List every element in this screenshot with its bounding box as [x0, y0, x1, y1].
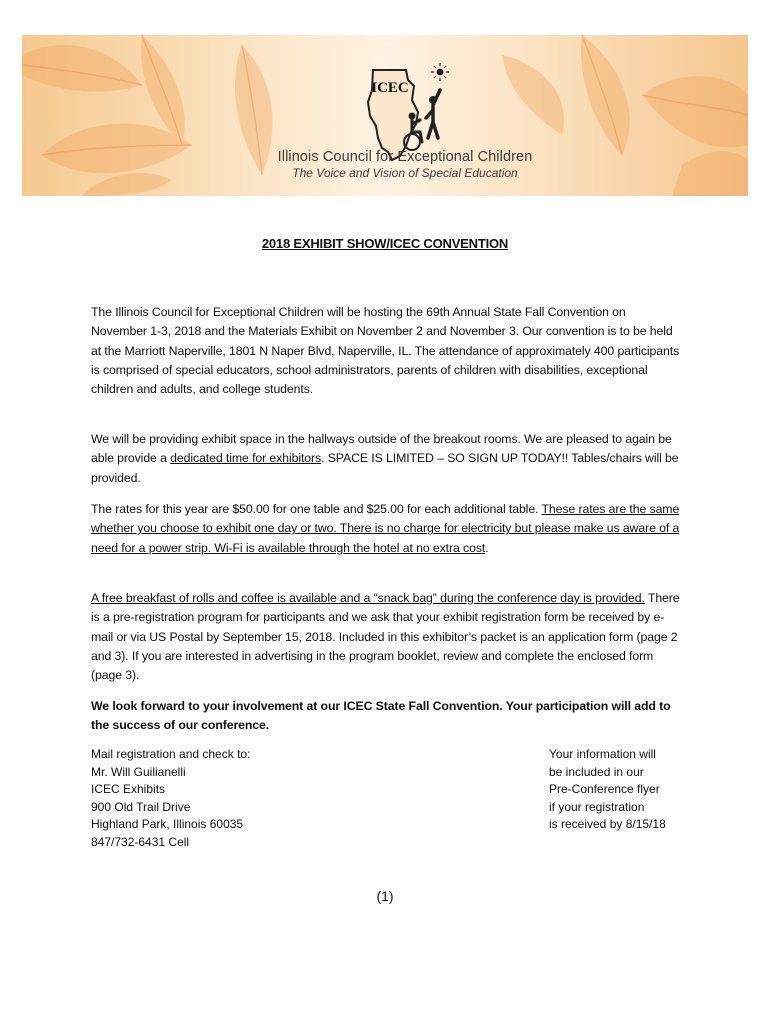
dedicated-time-text: dedicated time for exhibitors — [170, 451, 322, 466]
page-number: (1) — [376, 888, 394, 904]
rates-end-text: . — [485, 540, 489, 555]
logo-text: ICEC — [371, 80, 409, 96]
rates-note-text: These rates are the same whether you choose to exhibit one day or two. There is no charge for electricity but please make us aware of a need for a power strip. Wi-Fi is available through the hotel at no extra cost — [91, 502, 680, 555]
mail-address-block — [91, 746, 250, 852]
breakfast-paragraph — [91, 589, 683, 685]
mail-line: Highland Park, Illinois 60035 — [91, 817, 244, 832]
exhibit-space-text: We will be providing exhibit space in the hallways outside of the breakout rooms. We are pleased to again be able provide a — [91, 432, 672, 466]
header-banner — [22, 35, 748, 196]
exhibit-space-paragraph — [91, 430, 683, 488]
flyer-info-block — [549, 746, 666, 834]
mail-line: Mr. Will Guilianelli — [91, 764, 186, 779]
document-title: 2018 EXHIBIT SHOW/ICEC CONVENTION — [261, 236, 509, 251]
organization-tagline: The Voice and Vision of Special Education — [292, 166, 518, 180]
closing-paragraph: We look forward to your involvement at our ICEC State Fall Convention. Your participation will add to the success of our conference. — [91, 699, 671, 733]
info-line: Pre-Conference flyer — [549, 782, 660, 797]
info-line: Your information will — [549, 747, 656, 761]
mail-line: Mail registration and check to: — [91, 747, 251, 761]
info-line: be included in our — [549, 764, 644, 779]
info-line: if your registration — [549, 799, 645, 814]
info-line: is received by 8/15/18 — [549, 817, 666, 832]
registration-text: There is a pre-registration program for participants and we ask that your exhibit registration form be received by e-mail or via US Postal by September 15, 2018. Included in this exhibitor’s packet is an application form (page 2 and 3). If you are interested in advertising in the program booklet, review and complete the enclosed form (page 3). — [91, 591, 680, 683]
intro-paragraph: The Illinois Council for Exceptional Children will be hosting the 69th Annual State Fall Convention on November 1-3, 2018 and the Materials Exhibit on November 2 and November 3. Our convention is to be held at the Marriott Naperville, 1801 N Naper Blvd, Naperville, IL. The attendance of approximately 400 participants is comprised of special educators, school administrators, parents of children with disabilities, exceptional children and adults, and college students. — [91, 305, 680, 397]
organization-name: Illinois Council for Exceptional Children — [277, 149, 533, 165]
breakfast-note-text: A free breakfast of rolls and coffee is available and a “snack bag” during the conference day is provided. — [91, 591, 645, 605]
rates-text: The rates for this year are $50.00 for one table and $25.00 for each additional table. — [91, 502, 542, 516]
rates-paragraph — [91, 500, 683, 558]
space-limited-text: . SPACE IS LIMITED – SO SIGN UP TODAY!! Tables/chairs will be provided. — [91, 451, 679, 485]
mail-line: ICEC Exhibits — [91, 782, 166, 797]
mail-line: 900 Old Trail Drive — [91, 799, 191, 814]
mail-line: 847/732-6431 Cell — [91, 834, 190, 849]
